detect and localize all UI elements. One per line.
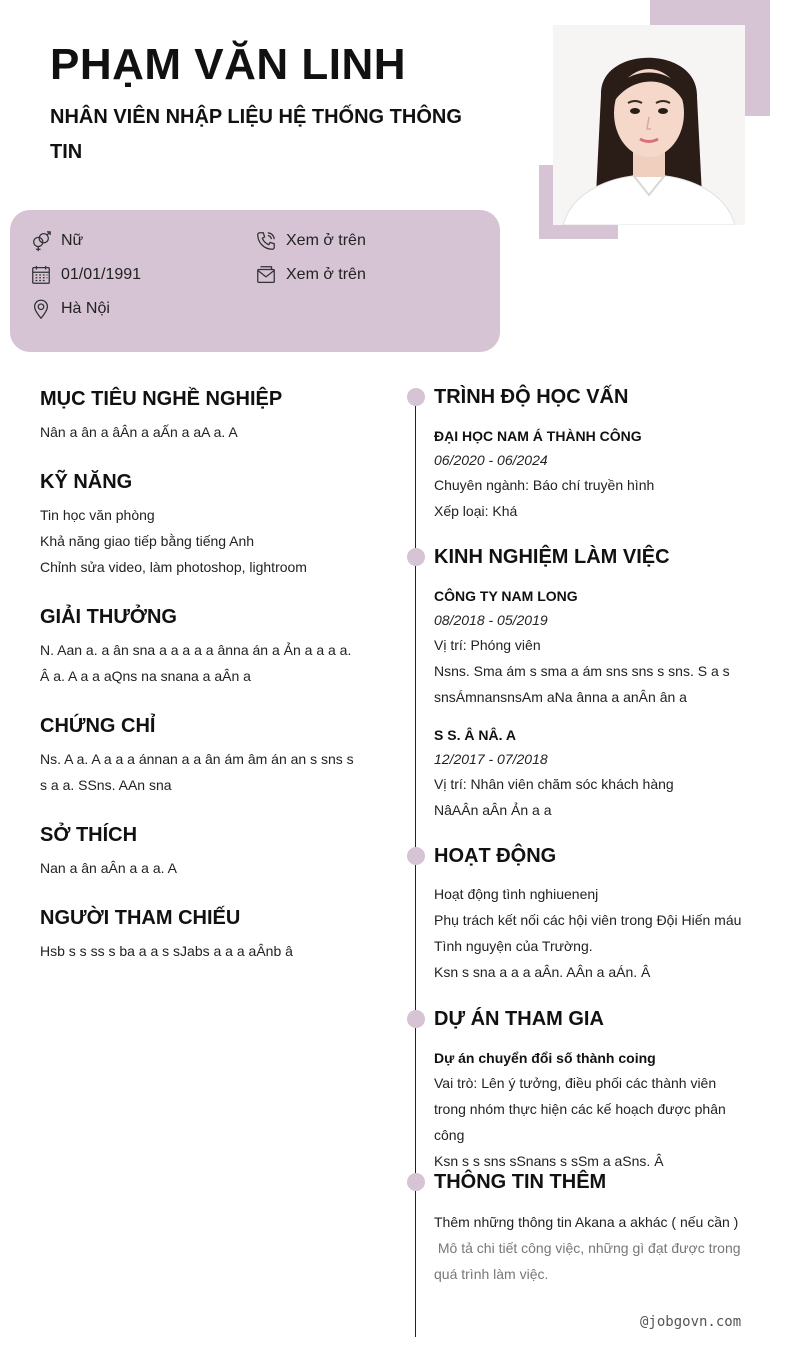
portrait-image <box>553 25 745 225</box>
photo-frame-right <box>745 0 770 116</box>
project-role: Vai trò: Lên ý tưởng, điều phối các thành viên trong nhóm thực hiện các kế hoạch được phân công <box>434 1075 726 1143</box>
section-title: GIẢI THƯỞNG <box>40 606 177 628</box>
job-period: 12/2017 - 07/2018 <box>434 751 548 767</box>
project-line: Ksn s s sns sSnans s sSm a aSns. Â <box>434 1153 664 1169</box>
timeline-dot <box>407 548 425 566</box>
photo-frame-bottom <box>539 225 618 239</box>
job-role: Vị trí: Phóng viên <box>434 637 541 653</box>
section-objective <box>40 388 360 445</box>
section-experience <box>434 544 750 823</box>
certificates-text: Ns. A a. A a a a ánnan a a ân ám âm án an s sns s s a a. SSns. AAn sna <box>40 751 354 793</box>
education-grade: Xếp loại: Khá <box>434 503 518 519</box>
section-references <box>40 907 360 964</box>
section-title: KỸ NĂNG <box>40 471 133 493</box>
activity-line: Phụ trách kết nối các hội viên trong Đội Hiến máu Tình nguyện của Trường. <box>434 912 742 954</box>
calendar-icon <box>30 264 52 286</box>
section-title: CHỨNG CHỈ <box>40 715 156 737</box>
education-period: 06/2020 - 06/2024 <box>434 452 548 468</box>
company-name: CÔNG TY NAM LONG <box>434 588 578 604</box>
skill-item: Tin học văn phòng <box>40 507 155 523</box>
section-title: NGƯỜI THAM CHIẾU <box>40 907 241 929</box>
section-skills <box>40 471 360 580</box>
mail-icon <box>255 264 277 286</box>
section-awards <box>40 606 360 689</box>
activity-line: Ksn s sna a a a aÂn. AÂn a aÁn. Â <box>434 964 651 980</box>
section-title: THÔNG TIN THÊM <box>434 1171 607 1193</box>
activity-line: Hoạt động tình nghiuenenj <box>434 886 599 902</box>
job-description: NâAÂn aÂn Ản a a <box>434 802 552 818</box>
profile-photo <box>553 25 745 225</box>
phone-icon <box>255 230 277 252</box>
timeline-dot <box>407 1010 425 1028</box>
job-title: NHÂN VIÊN NHẬP LIỆU HỆ THỐNG THÔNG TIN <box>50 106 462 163</box>
section-certificates <box>40 715 360 798</box>
candidate-name: PHẠM VĂN LINH <box>50 40 407 89</box>
gender-row <box>30 229 83 253</box>
address-row <box>30 297 110 321</box>
address-value: Hà Nội <box>61 300 110 317</box>
section-projects <box>434 1006 750 1174</box>
references-text: Hsb s s ss s ba a a s sJabs a a a aÂnb â <box>40 943 293 959</box>
project-name: Dự án chuyển đổi số thành coing <box>434 1050 656 1066</box>
section-title: KINH NGHIỆM LÀM VIỆC <box>434 546 670 568</box>
watermark: @jobgovn.com <box>640 1314 742 1330</box>
timeline-dot <box>407 388 425 406</box>
skill-item: Khả năng giao tiếp bằng tiếng Anh <box>40 533 255 549</box>
awards-text: N. Aan a. a ân sna a a a a a ânna án a Ản a a a a. Â a. A a a aQns na snana a aÂn a <box>40 642 352 684</box>
section-title: DỰ ÁN THAM GIA <box>434 1008 604 1030</box>
skill-item: Chỉnh sửa video, làm photoshop, lightroom <box>40 559 307 575</box>
section-title: MỤC TIÊU NGHỀ NGHIỆP <box>40 388 283 410</box>
section-hobbies <box>40 824 360 881</box>
section-title: SỞ THÍCH <box>40 824 138 846</box>
birthday-row <box>30 263 141 287</box>
gender-value: Nữ <box>61 232 84 249</box>
birthday-value: 01/01/1991 <box>61 266 142 283</box>
section-activities <box>434 843 750 985</box>
job-description: Nsns. Sma ám s sma a ám sns sns s sns. S a s snsÁmnansnsAm aNa ânna a anÂn ân a <box>434 663 730 705</box>
section-education <box>434 384 750 524</box>
location-pin-icon <box>30 298 52 320</box>
timeline-line <box>415 396 416 1337</box>
phone-row <box>255 229 366 253</box>
school-name: ĐẠI HỌC NAM Á THÀNH CÔNG <box>434 428 642 444</box>
email-row <box>255 263 366 287</box>
section-extra-info <box>434 1169 750 1287</box>
job-role: Vị trí: Nhân viên chăm sóc khách hàng <box>434 776 674 792</box>
objective-text: Nân a ân a âÂn a aẤn a aA a. A <box>40 424 238 440</box>
company-name: S S. Â NÂ. A <box>434 727 516 743</box>
section-title: TRÌNH ĐỘ HỌC VẤN <box>434 386 629 408</box>
extra-info-note: Mô tả chi tiết công việc, những gì đạt được trong quá trình làm việc. <box>434 1240 745 1282</box>
job-period: 08/2018 - 05/2019 <box>434 612 548 628</box>
hobbies-text: Nan a ân aÂn a a a. A <box>40 860 177 876</box>
timeline-dot <box>407 1173 425 1191</box>
extra-info-line: Thêm những thông tin Akana a akhác ( nếu cần ) <box>434 1214 739 1230</box>
contact-info-box <box>10 210 500 352</box>
email-value: Xem ở trên <box>286 266 366 283</box>
section-title: HOẠT ĐỘNG <box>434 845 557 867</box>
education-major: Chuyên ngành: Báo chí truyền hình <box>434 477 655 493</box>
phone-value: Xem ở trên <box>286 232 366 249</box>
timeline-dot <box>407 847 425 865</box>
gender-icon <box>30 230 52 252</box>
